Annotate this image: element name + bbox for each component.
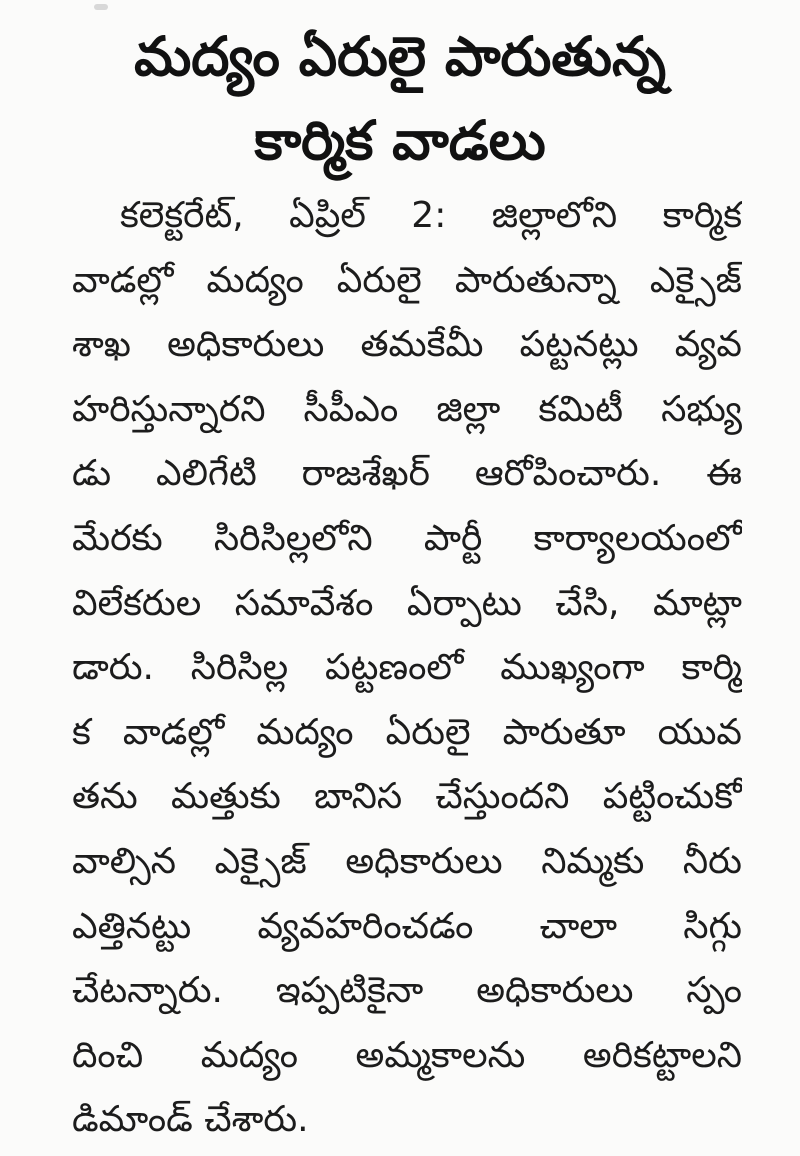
body-line: వాడల్లో మద్యం ఏరులై పారుతున్నా ఎక్సైజ్ bbox=[72, 259, 742, 301]
body-line: హరిస్తున్నారని సీపీఎం జిల్లా కమిటీ సభ్యు bbox=[72, 388, 742, 430]
article-body bbox=[72, 184, 742, 1153]
print-mark bbox=[94, 4, 108, 10]
body-line: తను మత్తుకు బానిస చేస్తుందని పట్టించుకో bbox=[72, 776, 742, 818]
body-line: దించి మద్యం అమ్మకాలను అరికట్టాలని bbox=[72, 1034, 742, 1076]
body-line: డారు. సిరిసిల్ల పట్టణంలో ముఖ్యంగా కార్మి bbox=[72, 647, 742, 689]
body-line: శాఖ అధికారులు తమకేమీ పట్టనట్లు వ్యవ bbox=[72, 324, 742, 366]
headline-line-2: కార్మిక వాడలు bbox=[254, 109, 546, 172]
body-line: విలేకరుల సమావేశం ఏర్పాటు చేసి, మాట్లా bbox=[72, 582, 742, 624]
body-line: చేటన్నారు. ఇప్పటికైనా అధికారులు స్పం bbox=[72, 970, 742, 1012]
body-line: వాల్సిన ఎక్సైజ్ అధికారులు నిమ్మకు నీరు bbox=[72, 840, 742, 882]
body-line: కలెక్టరేట్, ఏప్రిల్ 2: జిల్లాలోని కార్మిక bbox=[120, 195, 742, 236]
body-line: డు ఎలిగేటి రాజశేఖర్ ఆరోపించారు. ఈ bbox=[72, 453, 742, 495]
body-line: ఎత్తినట్టు వ్యవహరించడం చాలా సిగ్గు bbox=[72, 905, 742, 947]
body-line: మేరకు సిరిసిల్లలోని పార్టీ కార్యాలయంలో bbox=[72, 517, 742, 559]
headline-line-1: మద్యం ఏరులై పారుతున్న bbox=[134, 25, 666, 88]
body-line: డిమాండ్ చేశారు. bbox=[72, 1099, 309, 1141]
body-line: క వాడల్లో మద్యం ఏరులై పారుతూ యువ bbox=[72, 711, 742, 753]
